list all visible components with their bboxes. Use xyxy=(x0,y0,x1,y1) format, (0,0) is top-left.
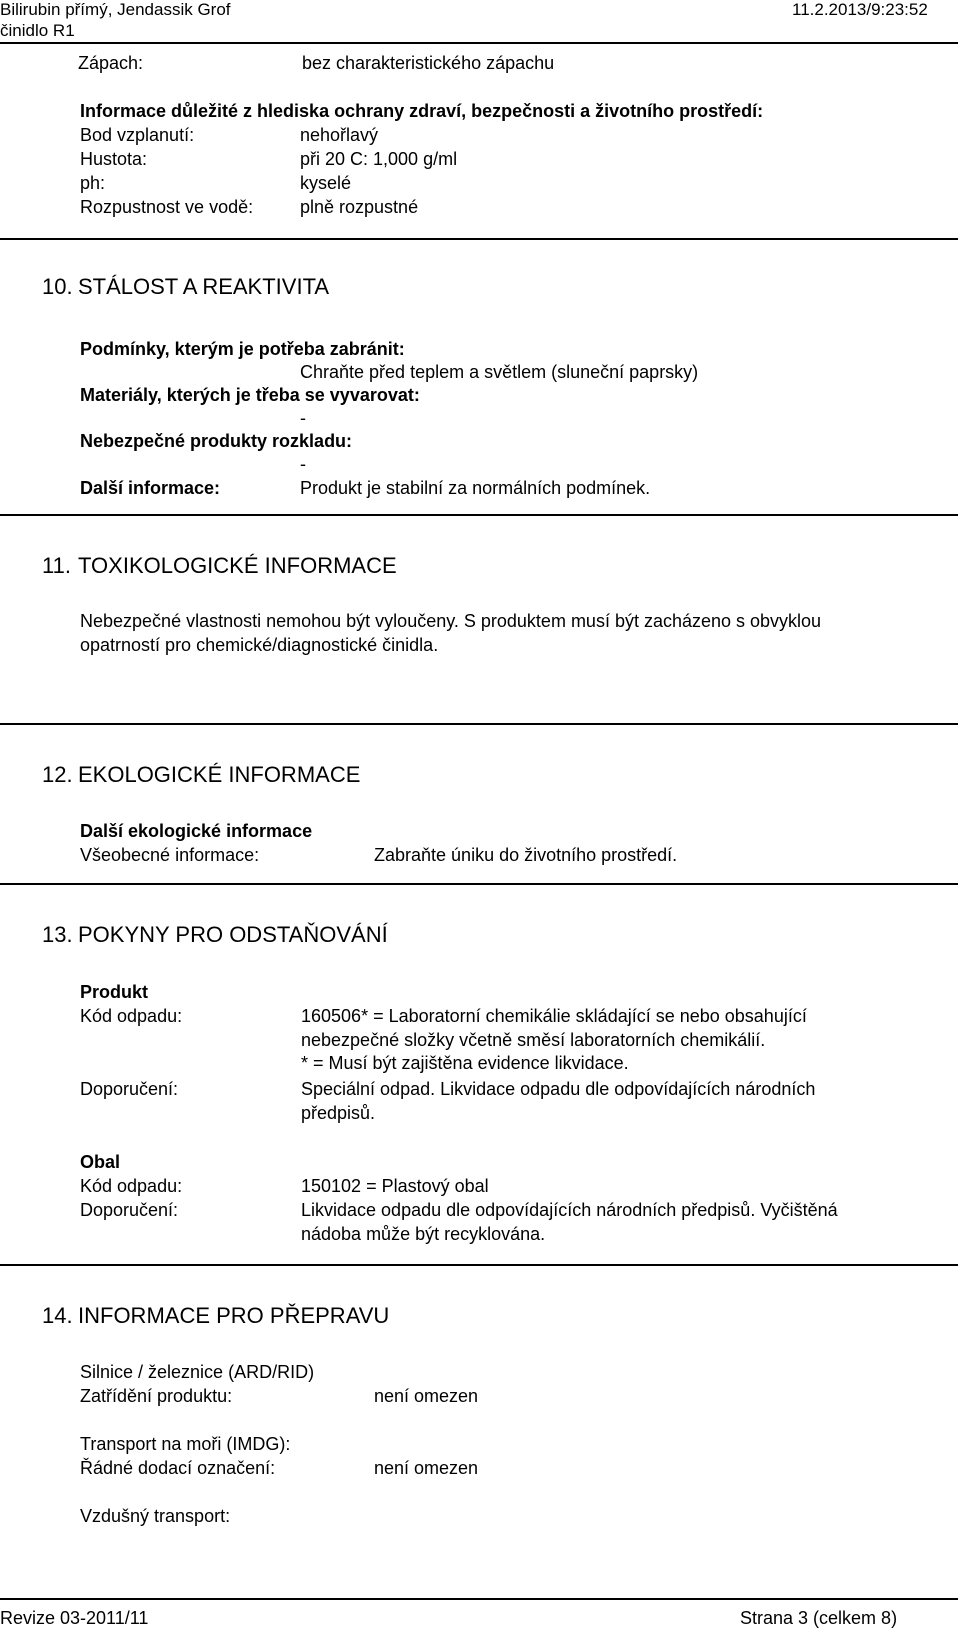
section-rule xyxy=(0,883,958,885)
section-10-heading xyxy=(42,274,442,302)
general-info-value: Zabraňte úniku do životního prostředí. xyxy=(374,845,678,865)
decomposition-label: Nebezpečné produkty rozkladu: xyxy=(80,431,353,451)
footer-rule xyxy=(0,1598,958,1600)
prop-value-solubility: plně rozpustné xyxy=(300,197,419,217)
waste-code-line: nebezpečné složky včetně směsí laboratorních chemikálií. xyxy=(301,1029,766,1050)
proper-shipping-name-label: Řádné dodací označení: xyxy=(80,1458,276,1478)
section-rule xyxy=(0,723,958,725)
recommendation-line: Speciální odpad. Likvidace odpadu dle odpovídajících národních xyxy=(301,1079,816,1099)
materials-label: Materiály, kterých je třeba se vyvarovat: xyxy=(80,385,420,405)
other-info-value: Produkt je stabilní za normálních podmínek. xyxy=(300,478,651,498)
recommendation-line: předpisů. xyxy=(301,1102,376,1123)
sea-transport-label: Transport na moři (IMDG): xyxy=(80,1434,291,1454)
materials-value: - xyxy=(300,408,306,428)
package-heading: Obal xyxy=(80,1152,121,1172)
odor-value: bez charakteristického zápachu xyxy=(302,53,555,73)
package-recommendation-label: Doporučení: xyxy=(80,1200,179,1220)
package-recommendation-value xyxy=(301,1200,838,1244)
prop-value-flash: nehořlavý xyxy=(300,125,379,145)
decomposition-value: - xyxy=(300,454,306,474)
prop-label-ph: ph: xyxy=(80,173,106,193)
recommendation-label: Doporučení: xyxy=(80,1079,179,1099)
recommendation-value xyxy=(301,1079,815,1123)
section-10-title: STÁLOST A REAKTIVITA xyxy=(78,274,330,299)
conditions-label: Podmínky, kterým je potřeba zabránit: xyxy=(80,339,405,359)
header-title-line1: Bilirubin přímý, Jendassik Grof xyxy=(0,0,231,19)
package-recommendation-line: Likvidace odpadu dle odpovídajících národních předpisů. Vyčištěná xyxy=(301,1200,838,1220)
air-transport-label: Vzdušný transport: xyxy=(80,1506,231,1526)
section-10-number: 10. xyxy=(42,274,73,299)
section-13-heading xyxy=(42,922,502,950)
prop-label-density: Hustota: xyxy=(80,149,148,169)
waste-code-value xyxy=(301,1006,807,1074)
toxicology-text-line1: Nebezpečné vlastnosti nemohou být vyloučeny. S produktem musí být zacházeno s obvyklou xyxy=(80,611,822,631)
product-classification-value: není omezen xyxy=(374,1386,479,1406)
info-heading: Informace důležité z hlediska ochrany zdraví, bezpečnosti a životního prostředí: xyxy=(80,101,764,121)
proper-shipping-name-value: není omezen xyxy=(374,1458,479,1478)
footer-revision: Revize 03-2011/11 xyxy=(0,1608,149,1628)
section-11-number: 11. xyxy=(42,553,71,578)
section-rule xyxy=(0,1264,958,1266)
section-14-heading xyxy=(42,1303,502,1331)
ecology-subheading: Další ekologické informace xyxy=(80,821,313,841)
waste-code-line: * = Musí být zajištěna evidence likvidace. xyxy=(301,1053,629,1074)
section-12-number: 12. xyxy=(42,762,73,787)
section-rule xyxy=(0,238,958,240)
odor-label: Zápach: xyxy=(78,53,144,73)
package-recommendation-line: nádoba může být recyklována. xyxy=(301,1223,546,1244)
road-rail-label: Silnice / železnice (ARD/RID) xyxy=(80,1362,315,1382)
prop-value-ph: kyselé xyxy=(300,173,352,193)
prop-label-flash: Bod vzplanutí: xyxy=(80,125,195,145)
header-rule xyxy=(0,42,958,44)
section-rule xyxy=(0,514,958,516)
prop-value-density: při 20 C: 1,000 g/ml xyxy=(300,149,458,169)
header-title-line2: činidlo R1 xyxy=(0,21,75,40)
footer-page-number: Strana 3 (celkem 8) xyxy=(740,1608,898,1628)
header-timestamp: 11.2.2013/9:23:52 xyxy=(792,0,928,19)
product-classification-label: Zatřídění produktu: xyxy=(80,1386,233,1406)
section-13-title: POKYNY PRO ODSTAŇOVÁNÍ xyxy=(78,922,388,947)
prop-label-solubility: Rozpustnost ve vodě: xyxy=(80,197,254,217)
general-info-label: Všeobecné informace: xyxy=(80,845,260,865)
section-14-title: INFORMACE PRO PŘEPRAVU xyxy=(78,1303,390,1328)
waste-code-label: Kód odpadu: xyxy=(80,1006,183,1026)
conditions-value: Chraňte před teplem a světlem (sluneční paprsky) xyxy=(300,362,699,382)
product-heading: Produkt xyxy=(80,982,149,1002)
section-11-heading xyxy=(42,553,502,581)
toxicology-text-line2: opatrností pro chemické/diagnostické činidla. xyxy=(80,635,439,655)
package-waste-code-value: 150102 = Plastový obal xyxy=(301,1176,489,1196)
section-12-heading xyxy=(42,762,502,790)
section-14-number: 14. xyxy=(42,1303,73,1328)
waste-code-line: 160506* = Laboratorní chemikálie skládající se nebo obsahující xyxy=(301,1006,807,1026)
other-info-label: Další informace: xyxy=(80,478,221,498)
section-11-title: TOXIKOLOGICKÉ INFORMACE xyxy=(78,553,397,578)
package-waste-code-label: Kód odpadu: xyxy=(80,1176,183,1196)
section-13-number: 13. xyxy=(42,922,73,947)
section-12-title: EKOLOGICKÉ INFORMACE xyxy=(78,762,361,787)
